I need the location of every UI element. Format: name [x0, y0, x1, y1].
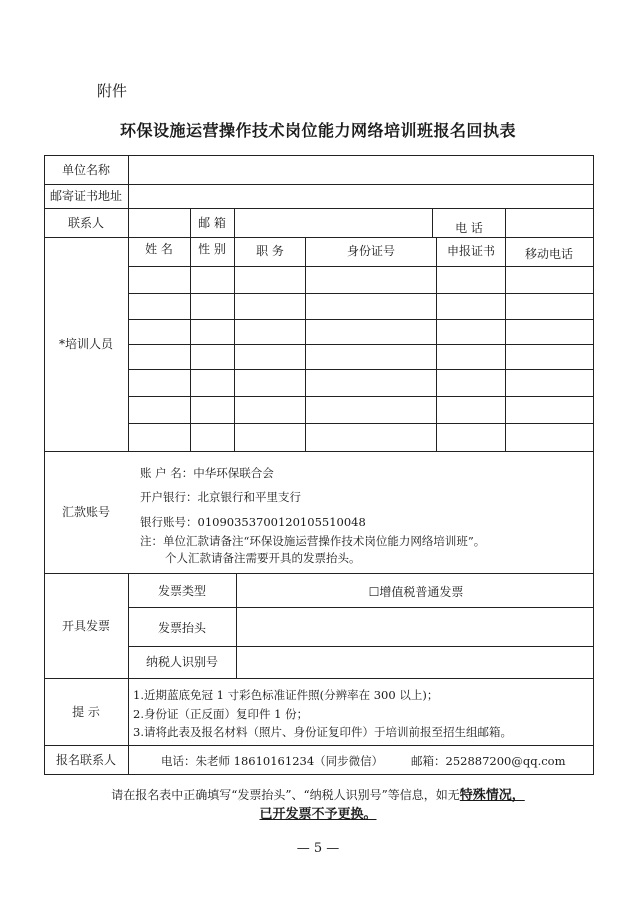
page-number: — 5 —: [296, 841, 340, 856]
invoice-label: 开具发票: [61, 619, 111, 633]
remittance-note-1: 注：单位汇款请备注“环保设施运营操作技术岗位能力网络培训班”。: [140, 534, 486, 548]
registration-form: [44, 155, 594, 775]
contact-email: 邮箱：252887200@qq.com: [411, 754, 566, 768]
remittance-label: 汇款账号: [61, 505, 111, 519]
email-label: 邮 箱: [198, 216, 226, 230]
phone-label: 电 话: [455, 221, 483, 235]
column-certificate: 申报证书: [446, 244, 496, 258]
bank-name: 开户银行：北京银行和平里支行: [140, 490, 301, 504]
mail-address-label: 邮寄证书地址: [49, 189, 123, 203]
taxpayer-id-label: 纳税人识别号: [145, 655, 219, 669]
account-number: 银行账号：01090353700120105510048: [140, 515, 366, 529]
column-gender: 性 别: [198, 242, 226, 256]
invoice-type-label: 发票类型: [157, 584, 207, 598]
invoice-type-checkbox[interactable]: ☐增值税普通发票: [368, 585, 464, 599]
unit-name-label: 单位名称: [61, 163, 111, 177]
attachment-label: 附件: [97, 82, 128, 100]
footer-note: [0, 784, 636, 803]
footer-note-emphasis: 特殊情况，: [459, 788, 525, 803]
form-grid: [44, 155, 594, 775]
registration-contact-label: 报名联系人: [55, 753, 117, 767]
account-name: 账 户 名：中华环保联合会: [140, 466, 274, 480]
tip-1: 1.近期蓝底免冠 1 寸彩色标准证件照(分辨率在 300 以上)；: [133, 688, 439, 702]
tip-2: 2.身份证（正反面）复印件 1 份；: [133, 707, 309, 721]
column-id-number: 身份证号: [346, 244, 396, 258]
remittance-note-2: 个人汇款请备注需要开具的发票抬头。: [165, 551, 361, 565]
column-position: 职 务: [256, 244, 284, 258]
contact-phone: 电话：朱老师 18610161234（同步微信）: [161, 754, 384, 768]
column-name: 姓 名: [145, 242, 173, 256]
tips-label: 提 示: [72, 705, 100, 719]
form-title: 环保设施运营操作技术岗位能力网络培训班报名回执表: [119, 121, 516, 140]
footer-note-text: 请在报名表中正确填写“发票抬头”、“纳税人识别号”等信息，如无: [111, 788, 460, 802]
column-mobile: 移动电话: [524, 247, 574, 261]
footer-note-line-2: 已开发票不予更换。: [259, 807, 377, 822]
invoice-title-label: 发票抬头: [157, 621, 207, 635]
contact-label: 联系人: [67, 216, 105, 230]
trainees-label: *培训人员: [58, 337, 114, 351]
tip-3: 3.请将此表及报名材料（照片、身份证复印件）于培训前报至招生组邮箱。: [133, 725, 512, 739]
